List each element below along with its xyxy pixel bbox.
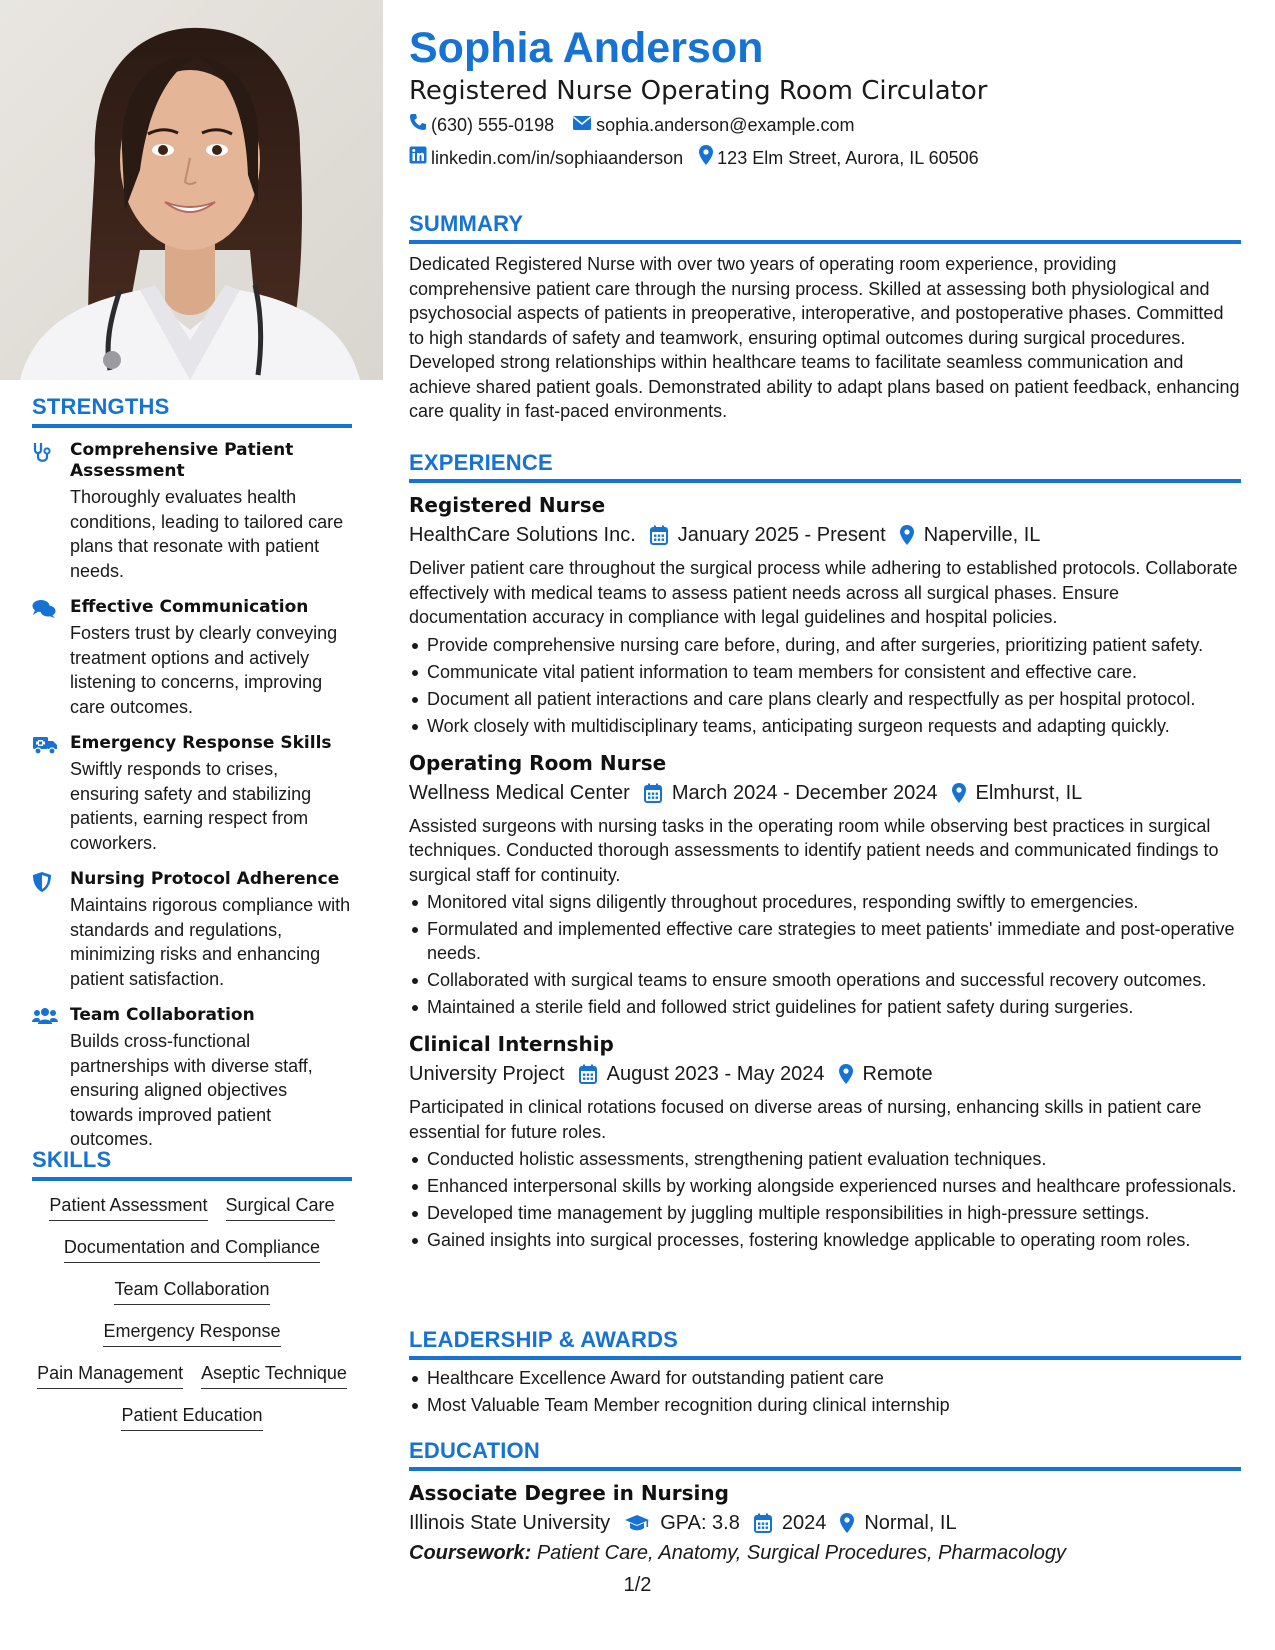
awards-section [409,1327,1241,1417]
email-text: sophia.anderson@example.com [596,115,855,135]
award-item: Healthcare Excellence Award for outstanding patient care [409,1366,1241,1390]
strength-title: Comprehensive Patient Assessment [70,440,294,481]
bullet-item: Work closely with multidisciplinary teams, anticipating surgeon requests and adapting quickly. [409,714,1241,738]
address-text: 123 Elm Street, Aurora, IL 60506 [717,148,979,168]
calendar-icon [650,525,668,545]
map-marker-icon [839,1064,853,1084]
job-company: Wellness Medical Center [409,781,630,804]
job-title: Operating Room Nurse [409,750,667,775]
strength-item [32,440,352,583]
job-location: Remote [839,1059,933,1089]
experience-entry [409,750,1241,1020]
envelope-icon [572,113,596,137]
candidate-name: Sophia Anderson [409,24,764,72]
job-dates: March 2024 - December 2024 [644,778,938,808]
page-number: 1/2 [623,1574,652,1596]
strength-item [32,597,352,719]
job-bullets [409,633,1241,738]
summary-text: Dedicated Registered Nurse with over two years of operating room experience, providing comprehensive patient care through the nursing process. Skilled at assessing both physiological and psychosocial aspects of patients in preoperative, interoperative, and postoperative phases. Committed to high standards of safety and teamwork, ensuring optimal outcomes during surgical procedures. Developed strong relationships within healthcare teams to facilitate seamless communication and achieve shared patient goals. Demonstrated ability to adapt plans based on patient feedback, enhancing care quality in fast-paced environments. [409,254,1240,421]
job-meta [409,520,1241,550]
award-item: Most Valuable Team Member recognition during clinical internship [409,1393,1241,1417]
job-description: Assisted surgeons with nursing tasks in the operating room while observing best practices in surgical techniques. Conducted thorough assessments to identify patient needs and communicated findings to surgical staff for continuity. [409,815,1219,885]
summary-heading: SUMMARY [409,211,1241,244]
contact-email[interactable] [572,113,854,137]
strength-description: Fosters trust by clearly conveying treatment options and actively listening to concerns, improving care outcomes. [70,623,338,717]
candidate-job-title: Registered Nurse Operating Room Circulator [409,76,988,106]
phone-text: (630) 555-0198 [431,115,555,135]
bullet-item: Gained insights into surgical processes, fostering knowledge applicable to operating room roles. [409,1228,1241,1252]
skill-tag: Pain Management [37,1361,183,1389]
strength-description: Thoroughly evaluates health conditions, leading to tailored care plans that resonate with patient needs. [70,487,344,581]
bullet-item: Communicate vital patient information to team members for consistent and effective care. [409,660,1241,684]
job-location: Elmhurst, IL [952,778,1083,808]
education-section [409,1438,1241,1568]
skill-tag: Surgical Care [226,1193,335,1221]
job-bullets [409,1147,1241,1252]
job-meta [409,1059,1241,1089]
strength-item [32,733,352,855]
strength-title: Team Collaboration [70,1005,255,1025]
skills-section [32,1147,352,1431]
experience-entry [409,1031,1241,1252]
graduation-cap-icon [624,1514,650,1532]
skill-tag: Documentation and Compliance [64,1235,320,1263]
job-description: Participated in clinical rotations focused on diverse areas of nursing, enhancing skills in patient care essential for future roles. [409,1097,1202,1142]
education-year: 2024 [754,1508,827,1538]
bullet-item: Maintained a sterile field and followed strict guidelines for patient safety during surgeries. [409,995,1241,1019]
education-heading: EDUCATION [409,1438,1241,1471]
calendar-icon [644,783,662,803]
comments-icon [32,597,70,719]
job-description: Deliver patient care throughout the surgical process while adhering to established protocols. Collaborate effectively with medical teams to assess patient needs across all surgical phases. Ensure documentation accuracy in compliance with legal guidelines and hospital policies. [409,558,1238,627]
contact-row-1 [409,113,873,137]
profile-photo [0,0,383,380]
education-gpa: GPA: 3.8 [624,1508,740,1538]
job-company: HealthCare Solutions Inc. [409,524,636,546]
coursework-list: Patient Care, Anatomy, Surgical Procedures, Pharmacology [536,1542,1066,1564]
strength-title: Emergency Response Skills [70,733,332,753]
job-dates: August 2023 - May 2024 [579,1059,825,1089]
linkedin-text: linkedin.com/in/sophiaanderson [431,148,684,168]
job-meta [409,778,1241,808]
shield-icon [32,869,70,991]
users-icon [32,1005,70,1152]
stethoscope-icon [32,440,70,583]
job-title: Clinical Internship [409,1032,614,1056]
calendar-icon [579,1064,597,1084]
job-company: University Project [409,1063,565,1085]
bullet-item: Monitored vital signs diligently throughout procedures, responding swiftly to emergencies. [409,890,1241,914]
bullet-item: Document all patient interactions and care plans clearly and respectfully as per hospital protocol. [409,687,1241,711]
strengths-heading: STRENGTHS [32,394,352,428]
ambulance-icon [32,733,70,855]
experience-entry [409,492,1241,738]
skill-tag: Team Collaboration [114,1277,269,1305]
degree-title: Associate Degree in Nursing [409,1481,729,1505]
skills-list [32,1193,352,1431]
map-marker-icon [952,783,966,803]
bullet-item: Formulated and implemented effective care strategies to meet patients' immediate and post-operative needs. [409,917,1241,965]
contact-phone [409,113,554,137]
experience-section [409,450,1241,1252]
job-location: Naperville, IL [900,520,1041,550]
left-column [0,0,383,1650]
strengths-section [32,394,352,1152]
skill-tag: Patient Assessment [49,1193,207,1221]
skills-heading: SKILLS [32,1147,352,1181]
map-marker-icon [900,525,914,545]
contact-linkedin[interactable] [409,146,683,170]
strength-title: Effective Communication [70,597,309,617]
map-marker-icon [840,1513,854,1533]
awards-list [409,1366,1241,1417]
summary-section [409,211,1241,424]
education-meta [409,1508,1241,1538]
contact-row-2 [409,145,997,171]
experience-heading: EXPERIENCE [409,450,1241,483]
coursework-label: Coursework: [409,1542,532,1564]
job-title: Registered Nurse [409,493,606,517]
coursework [409,1538,1241,1568]
education-location: Normal, IL [840,1508,956,1538]
bullet-item: Enhanced interpersonal skills by working alongside experienced nurses and healthcare professionals. [409,1174,1241,1198]
job-dates: January 2025 - Present [650,520,886,550]
awards-heading: LEADERSHIP & AWARDS [409,1327,1241,1360]
bullet-item: Collaborated with surgical teams to ensure smooth operations and successful recovery outcomes. [409,968,1241,992]
job-bullets [409,890,1241,1019]
school-name: Illinois State University [409,1512,611,1534]
contact-address [699,145,979,171]
map-marker-icon [699,145,717,171]
bullet-item: Provide comprehensive nursing care before, during, and after surgeries, prioritizing patient safety. [409,633,1241,657]
strength-title: Nursing Protocol Adherence [70,869,340,889]
skill-tag: Aseptic Technique [201,1361,347,1389]
bullet-item: Conducted holistic assessments, strengthening patient evaluation techniques. [409,1147,1241,1171]
strength-item [32,1005,352,1152]
linkedin-icon [409,146,431,170]
skill-tag: Emergency Response [103,1319,280,1347]
strength-description: Swiftly responds to crises, ensuring safety and stabilizing patients, earning respect from coworkers. [70,759,312,853]
strength-item [32,869,352,991]
phone-icon [409,113,431,137]
bullet-item: Developed time management by juggling multiple responsibilities in high-pressure settings. [409,1201,1241,1225]
skill-tag: Patient Education [121,1403,262,1431]
strength-description: Builds cross-functional partnerships with diverse staff, ensuring aligned objectives towards improved patient outcomes. [70,1031,313,1149]
calendar-icon [754,1513,772,1533]
strength-description: Maintains rigorous compliance with standards and regulations, minimizing risks and enhancing patient satisfaction. [70,895,351,989]
